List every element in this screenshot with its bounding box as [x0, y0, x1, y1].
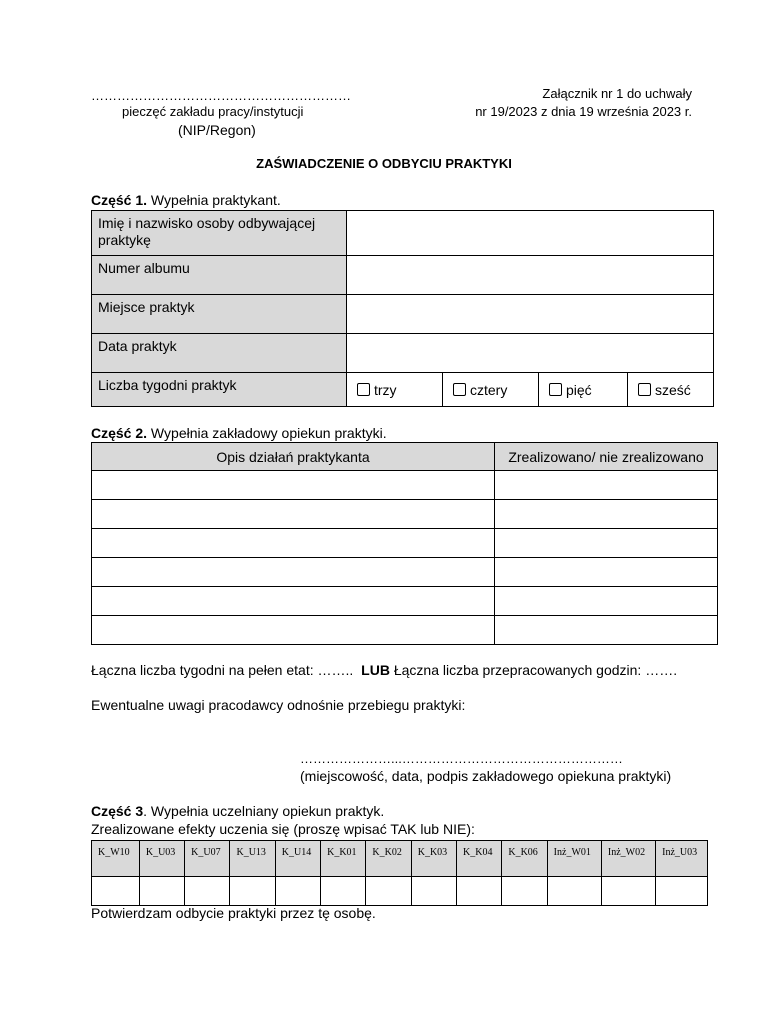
checkbox-icon[interactable] [638, 383, 651, 396]
outcome-header: K_K01 [321, 841, 366, 877]
full-name-field[interactable] [347, 211, 714, 256]
document-title: ZAŚWIADCZENIE O ODBYCIU PRAKTYKI [256, 156, 512, 171]
signature-dots: …………………...…………………………………………… [300, 751, 623, 766]
outcome-header: Inż_W02 [601, 841, 655, 877]
signature-label: (miejscowość, data, podpis zakładowego opiekuna praktyki) [300, 768, 672, 784]
status-cell[interactable] [495, 587, 718, 616]
outcome-value-cell[interactable] [457, 877, 502, 906]
status-cell[interactable] [495, 616, 718, 645]
part3-instruction: Zrealizowane efekty uczenia się (proszę wpisać TAK lub NIE): [91, 821, 475, 837]
status-cell[interactable] [495, 471, 718, 500]
summary-line [91, 662, 677, 678]
week-option-label: pięć [566, 381, 592, 398]
week-option-three[interactable] [347, 373, 443, 407]
week-option-six[interactable] [628, 373, 714, 407]
outcome-header: K_U13 [230, 841, 275, 877]
attachment-line-1: Załącznik nr 1 do uchwały [542, 86, 692, 101]
outcome-header: K_K04 [457, 841, 502, 877]
outcome-value-cell[interactable] [139, 877, 184, 906]
week-option-four[interactable] [443, 373, 539, 407]
checkbox-icon[interactable] [357, 383, 370, 396]
part3-heading [91, 803, 384, 819]
row-weeks-label: Liczba tygodni praktyk [92, 373, 347, 407]
week-option-label: trzy [374, 381, 397, 398]
activity-cell[interactable] [92, 587, 495, 616]
outcome-value-cell[interactable] [185, 877, 230, 906]
outcome-header: K_K03 [411, 841, 456, 877]
checkbox-icon[interactable] [453, 383, 466, 396]
status-cell[interactable] [495, 529, 718, 558]
outcomes-table [91, 840, 708, 906]
part3-heading-bold: Część 3 [91, 803, 144, 819]
row-place-label: Miejsce praktyk [92, 295, 347, 334]
part3-heading-rest: . Wypełnia uczelniany opiekun praktyk. [143, 803, 385, 819]
stamp-dots: …………………………………………………… [91, 88, 351, 103]
album-number-field[interactable] [347, 256, 714, 295]
week-option-label: sześć [655, 381, 691, 398]
outcome-value-cell[interactable] [547, 877, 601, 906]
outcome-value-cell[interactable] [230, 877, 275, 906]
part1-heading [91, 192, 281, 208]
employer-remarks-label: Ewentualne uwagi pracodawcy odnośnie przebiegu praktyki: [91, 697, 466, 713]
activity-cell[interactable] [92, 529, 495, 558]
hours-total-text: Łączna liczba przepracowanych godzin: ……. [389, 662, 678, 678]
stamp-label: pieczęć zakładu pracy/instytucji [122, 104, 304, 119]
outcome-header: Inż_U03 [656, 841, 708, 877]
activity-cell[interactable] [92, 471, 495, 500]
outcome-header: K_U07 [185, 841, 230, 877]
activity-cell[interactable] [92, 616, 495, 645]
outcome-value-cell[interactable] [275, 877, 320, 906]
week-option-five[interactable] [539, 373, 628, 407]
dates-field[interactable] [347, 334, 714, 373]
outcome-header: K_K02 [366, 841, 411, 877]
outcome-value-cell[interactable] [92, 877, 140, 906]
stamp-sub-label: (NIP/Regon) [178, 122, 256, 138]
activities-column-header: Opis działań praktykanta [92, 443, 495, 471]
attachment-line-2: nr 19/2023 z dnia 19 września 2023 r. [475, 104, 692, 119]
outcome-header: K_K06 [502, 841, 547, 877]
checkbox-icon[interactable] [549, 383, 562, 396]
activity-cell[interactable] [92, 558, 495, 587]
outcome-header: K_U14 [275, 841, 320, 877]
part2-heading [91, 425, 387, 441]
part1-heading-bold: Część 1. [91, 192, 148, 208]
weeks-total-text: Łączna liczba tygodni na pełen etat: …….. [91, 662, 354, 678]
place-field[interactable] [347, 295, 714, 334]
row-album-number-label: Numer albumu [92, 256, 347, 295]
week-option-label: cztery [470, 381, 508, 398]
activity-cell[interactable] [92, 500, 495, 529]
status-column-header: Zrealizowano/ nie zrealizowano [495, 443, 718, 471]
row-dates-label: Data praktyk [92, 334, 347, 373]
outcome-value-cell[interactable] [411, 877, 456, 906]
part2-heading-rest: Wypełnia zakładowy opiekun praktyki. [147, 425, 387, 441]
status-cell[interactable] [495, 500, 718, 529]
outcome-value-cell[interactable] [502, 877, 547, 906]
part1-heading-rest: Wypełnia praktykant. [147, 192, 281, 208]
lub-word: LUB [361, 662, 390, 678]
confirmation-text: Potwierdzam odbycie praktyki przez tę osobę. [91, 905, 376, 921]
row-full-name-label: Imię i nazwisko osoby odbywającej praktykę [92, 211, 347, 256]
part2-table [91, 442, 718, 645]
outcome-value-cell[interactable] [656, 877, 708, 906]
outcome-value-cell[interactable] [366, 877, 411, 906]
outcome-header: K_U03 [139, 841, 184, 877]
outcome-header: Inż_W01 [547, 841, 601, 877]
part2-heading-bold: Część 2. [91, 425, 148, 441]
status-cell[interactable] [495, 558, 718, 587]
outcome-value-cell[interactable] [601, 877, 655, 906]
outcome-value-cell[interactable] [321, 877, 366, 906]
outcome-header: K_W10 [92, 841, 140, 877]
part1-table [91, 210, 714, 407]
